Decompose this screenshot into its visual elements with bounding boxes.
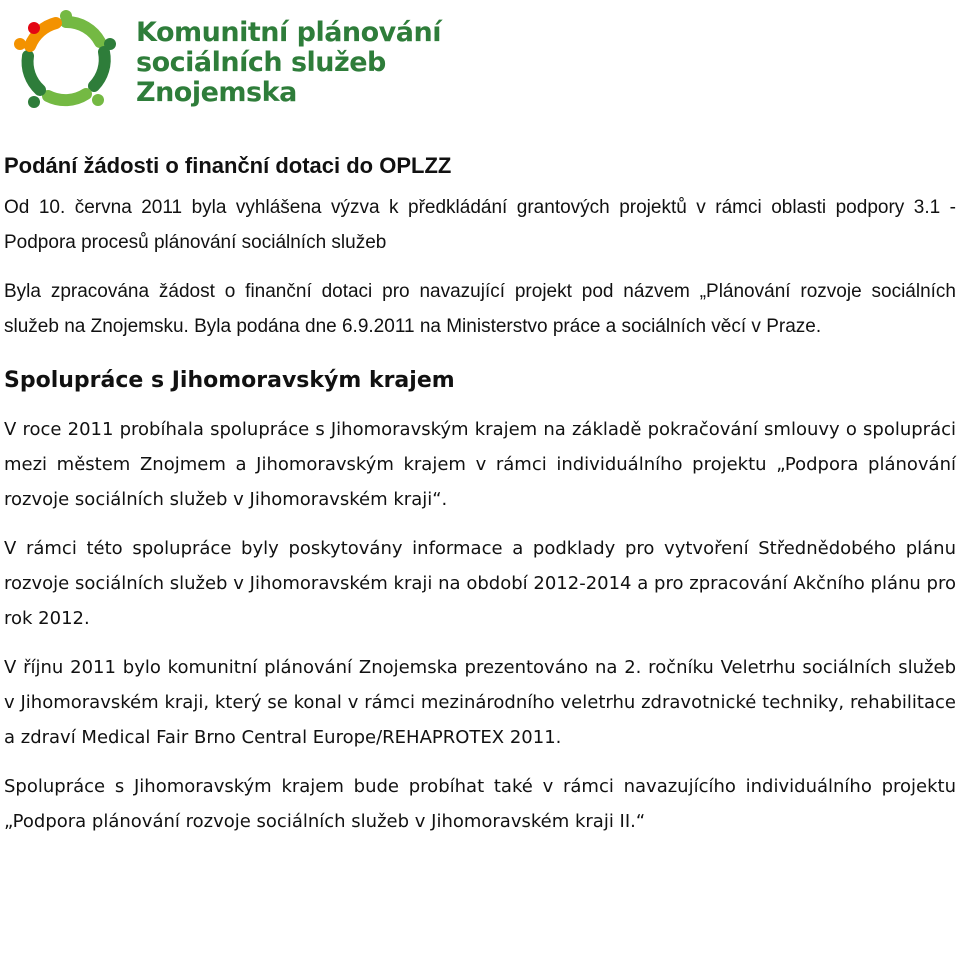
paragraph: Spolupráce s Jihomoravským krajem bude probíhat také v rámci navazujícího individuálního projektu „Podpora plánování rozvoje sociálních služeb v Jihomoravském kraji II.“ [4, 776, 956, 832]
logo-line-2: sociálních služeb [136, 47, 386, 78]
community-circle-logo-icon [12, 8, 120, 112]
logo-line-1: Komunitní plánování [136, 17, 441, 48]
paragraph: V říjnu 2011 bylo komunitní plánování Znojemska prezentováno na 2. ročníku Veletrhu sociálních služeb v Jihomoravském kraji, který se konal v rámci mezinárodního veletrhu zdravotnické techniky, rehabilitace a zdraví Medical Fair Brno Central Europe/REHAPROTEX 2011. [4, 657, 956, 748]
paragraph: V roce 2011 probíhala spolupráce s Jihomoravským krajem na základě pokračování smlouvy o spolupráci mezi městem Znojmem a Jihomoravským krajem v rámci individuálního projektu „Podpora plánování rozvoje sociálních služeb v Jihomoravském kraji“. [4, 419, 956, 510]
document-content [4, 140, 956, 853]
logo-line-3: Znojemska [136, 77, 297, 108]
section-heading-jihomoravsky-kraj: Spolupráce s Jihomoravským krajem [4, 368, 455, 393]
section-heading-oplzz: Podání žádosti o finanční dotaci do OPLZZ [4, 153, 452, 178]
organization-logo [12, 8, 441, 112]
paragraph: Byla zpracována žádost o finanční dotaci pro navazující projekt pod názvem „Plánování rozvoje sociálních služeb na Znojemsku. Byla podána dne 6.9.2011 na Ministerstvo práce a sociálních věcí v Praze. [4, 281, 956, 337]
paragraph: Od 10. června 2011 byla vyhlášena výzva k předkládání grantových projektů v rámci oblasti podpory 3.1 - Podpora procesů plánování sociálních služeb [4, 197, 956, 253]
paragraph: V rámci této spolupráce byly poskytovány informace a podklady pro vytvoření Střednědobého plánu rozvoje sociálních služeb v Jihomoravském kraji na období 2012-2014 a pro zpracování Akčního plánu pro rok 2012. [4, 538, 956, 629]
logo-wordmark [136, 18, 441, 108]
